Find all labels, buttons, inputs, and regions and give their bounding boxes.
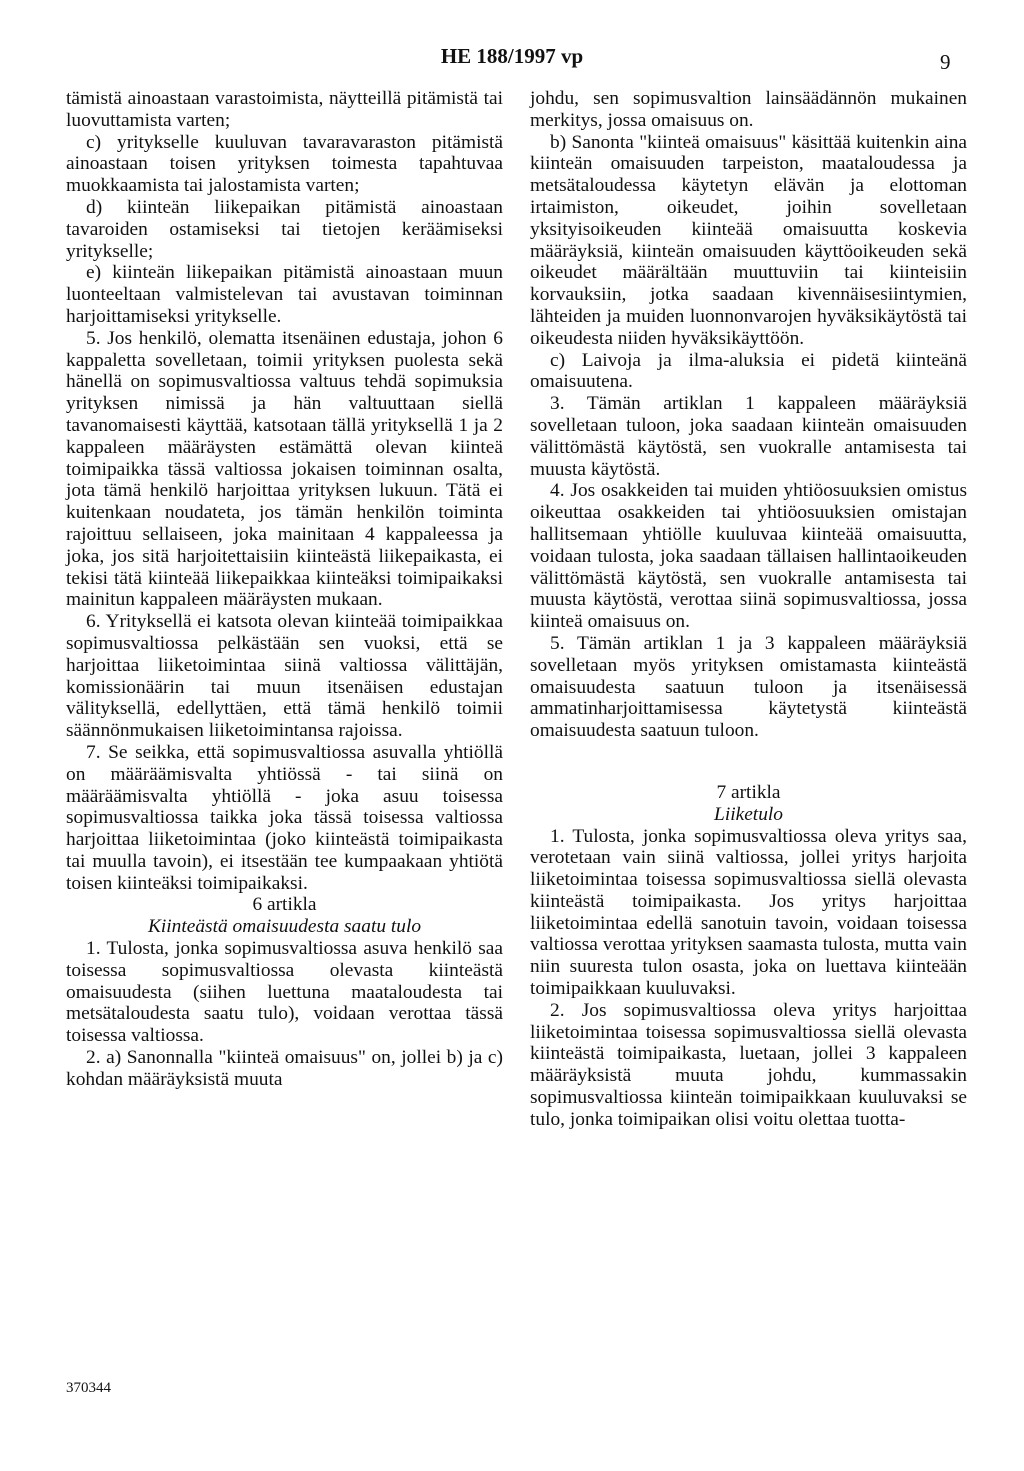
- article-title: Kiinteästä omaisuudesta saatu tulo: [147, 916, 422, 938]
- paragraph: johdu, sen sopimusvaltion lainsäädännön mukainen merkitys, jossa omaisuus on.: [530, 88, 967, 131]
- paragraph: e) kiinteän liikepaikan pitämistä ainoastaan muun luonteeltaan valmistelevan tai avustavan toiminnan harjoittamiseksi yritykselle.: [66, 262, 503, 327]
- paragraph: c) Laivoja ja ilma-aluksia ei pidetä kiinteänä omaisuutena.: [530, 349, 967, 393]
- article-number: 7 artikla: [716, 781, 781, 803]
- paragraph: d) kiinteän liikepaikan pitämistä ainoastaan tavaroiden ostamiseksi tai tietojen keräämiseksi yritykselle;: [66, 196, 503, 262]
- paragraph: 2. Jos sopimusvaltiossa oleva yritys harjoittaa liiketoimintaa toisessa sopimusvaltiossa siellä olevasta kiinteästä toimipaikasta, luetaan, jollei 3 kappaleen määräyksistä muuta johdu, kummassakin sopimusvaltiossa kiinteän toimipaikkaan kuuluvaksi se tulo, jonka toimipaikan olisi voitu olettaa tuotta-: [530, 999, 967, 1130]
- page-header-title: HE 188/1997 vp: [440, 44, 584, 68]
- paragraph: 3. Tämän artiklan 1 kappaleen määräyksiä sovelletaan tuloon, joka saadaan kiinteän omaisuuden välittömästä käytöstä, sen vuokralle antamisesta tai muusta käytöstä.: [530, 393, 967, 480]
- paragraph: c) yritykselle kuuluvan tavaravaraston pitämistä ainoastaan toisen yrityksen toimesta tapahtuvaa muokkaamista tai jalostamista varten;: [66, 131, 503, 197]
- article-number: 6 artikla: [252, 894, 317, 916]
- paragraph: b) Sanonta "kiinteä omaisuus" käsittää kuitenkin aina kiinteän omaisuuden tarpeiston, maataloudessa ja metsätaloudessa käytetyn elävän ja elottoman irtaimiston, oikeudet, joihin sovelletaan yksityisoikeuden kiinteää omaisuutta koskevia määräyksiä, kiinteän omaisuuden käyttöoikeuden sekä oikeudet määrältään muuttuviin tai kiinteisiin korvauksiin, jotka saadaan kivennäisesiintymien, lähteiden ja muiden luonnonvarojen hyväksikäytöstä tai oikeudesta niiden hyväksikäyttöön.: [530, 131, 967, 349]
- article-title: Liiketulo: [714, 803, 783, 825]
- footer-code: 370344: [66, 1380, 111, 1396]
- paragraph: 6. Yrityksellä ei katsota olevan kiinteää toimipaikkaa sopimusvaltiossa pelkästään sen vuoksi, että se harjoittaa liiketoimintaa siinä valtiossa välittäjän, komissionäärin tai muun itsenäisen edustajan välityksellä, edellyttäen, että tämä henkilö toimii säännönmukaisen liiketoimintansa rajoissa.: [66, 611, 503, 742]
- paragraph: 5. Tämän artiklan 1 ja 3 kappaleen määräyksiä sovelletaan myös yrityksen omistamasta kiinteästä omaisuudesta saatuun tuloon ja itsenäisessä ammatinharjoittamisessa käytetystä kiinteästä omaisuudesta saatuun tuloon.: [530, 632, 967, 742]
- paragraph: 1. Tulosta, jonka sopimusvaltiossa asuva henkilö saa toisessa sopimusvaltiossa olevasta kiinteästä omaisuudesta (siihen luettuna maataloudesta tai metsätaloudesta saatu tulo), voidaan verottaa tässä toisessa valtiossa.: [66, 938, 503, 1047]
- paragraph: 2. a) Sanonnalla "kiinteä omaisuus" on, jollei b) ja c) kohdan määräyksistä muuta: [66, 1047, 503, 1090]
- paragraph: 7. Se seikka, että sopimusvaltiossa asuvalla yhtiöllä on määräämisvalta yhtiössä - tai siinä on määräämisvalta yhtiöllä - joka asuu toisessa sopimusvaltiossa taikka joka tässä toisessa valtiossa harjoittaa liiketoimintaa (joko kiinteästä toimipaikasta tai muulla tavoin), ei itsestään tee kumpaakaan yhtiötä toisen kiinteäksi toimipaikaksi.: [66, 741, 503, 894]
- page-number: 9: [940, 50, 951, 74]
- paragraph: tämistä ainoastaan varastoimista, näytteillä pitämistä tai luovuttamista varten;: [66, 88, 503, 131]
- paragraph: 4. Jos osakkeiden tai muiden yhtiöosuuksien omistus oikeuttaa osakkeiden tai yhtiöosuuksien omistajan hallitsemaan yhtiölle kuuluvaa kiinteää omaisuutta, voidaan tulosta, joka saadaan tällaisen hallintaoikeuden välittömästä käytöstä, sen vuokralle antamisesta tai muusta käytöstä, verottaa siinä sopimusvaltiossa, jossa kiinteä omaisuus on.: [530, 480, 967, 633]
- right-column: [530, 88, 967, 1131]
- left-column: [66, 88, 503, 1091]
- paragraph: 5. Jos henkilö, olematta itsenäinen edustaja, johon 6 kappaletta sovelletaan, toimii yrityksen puolesta sekä hänellä on sopimusvaltiossa valtuus tehdä sopimuksia yrityksen nimissä ja hän valtuuttaan siellä tavanomaisesti käyttää, katsotaan tällä yrityksellä 1 ja 2 kappaleen määräysten estämättä olevan kiinteä toimipaikka tässä valtiossa jokaisen toiminnan osalta, jota tämä henkilö harjoittaa yrityksen lukuun. Tätä ei kuitenkaan noudateta, jos tämän henkilön toiminta rajoittuu sellaiseen, joka mainitaan 4 kappaleessa ja joka, jos sitä harjoitettaisiin kiinteästä liikepaikasta, ei tekisi tätä kiinteää liikepaikkaa kiinteäksi toimipaikaksi mainitun kappaleen määräysten mukaan.: [66, 327, 503, 611]
- paragraph: 1. Tulosta, jonka sopimusvaltiossa oleva yritys saa, verotetaan vain siinä valtiossa, jollei yritys harjoita liiketoimintaa toisessa sopimusvaltiossa siellä olevasta kiinteästä toimipaikasta. Jos yritys harjoittaa liiketoimintaa edellä sanotuin tavoin, voidaan toisessa valtiossa verottaa yrityksen saamasta tulosta, mutta vain niin suuresta tulon osasta, joka on luettava kiinteään toimipaikkaan kuuluvaksi.: [530, 825, 967, 1000]
